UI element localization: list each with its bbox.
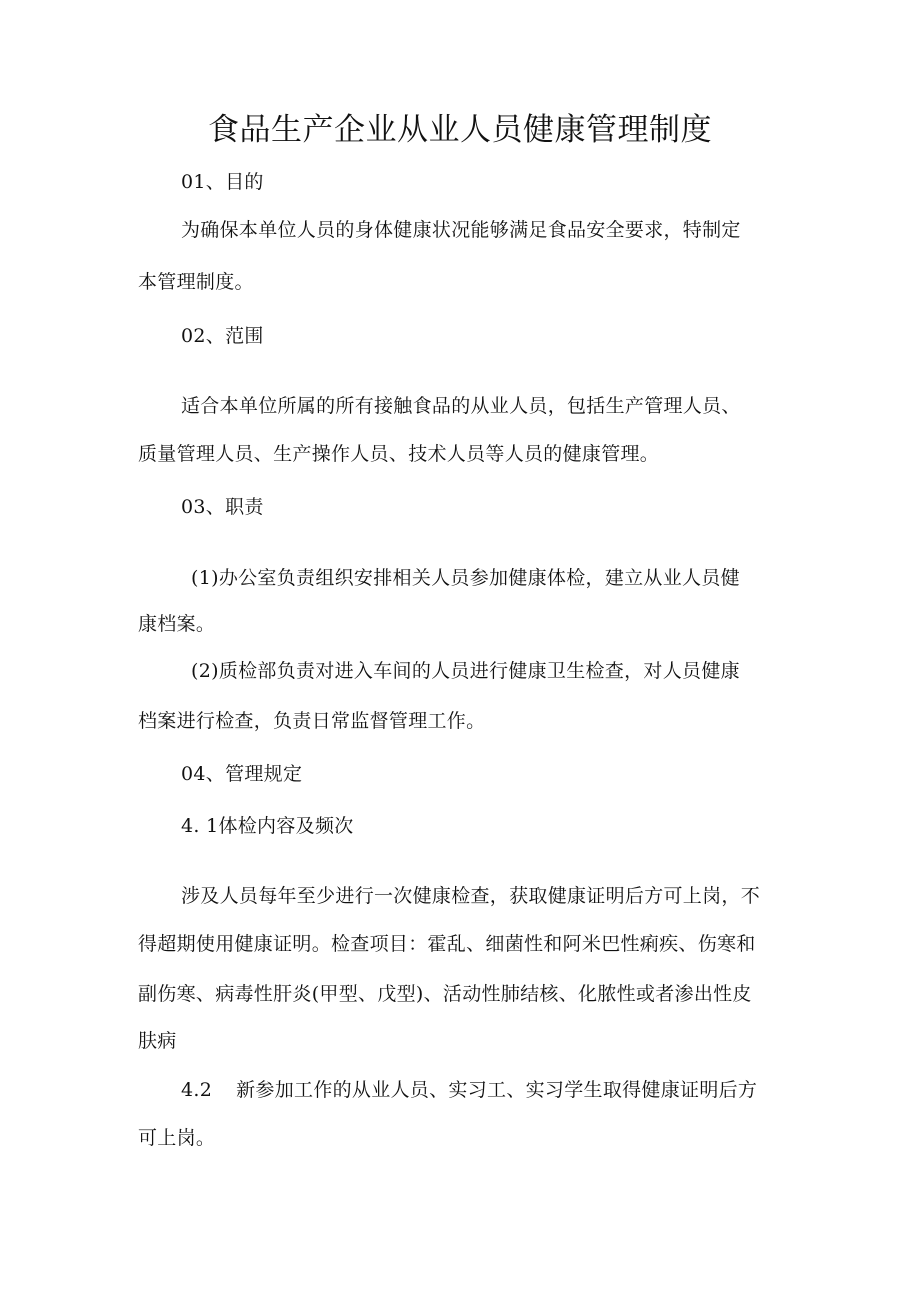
duty-item-1-line: 康档案。	[138, 613, 216, 635]
section-heading-purpose: 01、目的	[181, 171, 264, 193]
subsection-heading-4-1: 4. 1体检内容及频次	[181, 815, 354, 837]
duty-item-1-line: (1)办公室负责组织安排相关人员参加健康体检，建立从业人员健	[191, 567, 740, 589]
subsection-number: 4.2	[181, 1079, 213, 1101]
paragraph-line: 涉及人员每年至少进行一次健康检查，获取健康证明后方可上岗，不	[181, 885, 761, 907]
paragraph-line: 得超期使用健康证明。检查项目：霍乱、细菌性和阿米巴性痢疾、伤寒和	[138, 933, 756, 955]
paragraph-text: 新参加工作的从业人员、实习工、实习学生取得健康证明后方	[236, 1079, 758, 1101]
duty-item-2-line: 档案进行检查，负责日常监督管理工作。	[138, 710, 486, 732]
paragraph-line: 本管理制度。	[138, 271, 254, 293]
paragraph-line: 肤病	[138, 1030, 177, 1052]
paragraph-line: 为确保本单位人员的身体健康状况能够满足食品安全要求，特制定	[181, 219, 741, 241]
paragraph-line: 可上岗。	[138, 1127, 216, 1149]
paragraph-line: 适合本单位所属的所有接触食品的从业人员，包括生产管理人员、	[181, 395, 741, 417]
subsection-4-2-first-line	[181, 1076, 757, 1104]
duty-item-2-line: (2)质检部负责对进入车间的人员进行健康卫生检查，对人员健康	[191, 660, 740, 682]
section-heading-rules: 04、管理规定	[181, 763, 303, 785]
paragraph-line: 质量管理人员、生产操作人员、技术人员等人员的健康管理。	[138, 443, 660, 465]
paragraph-line: 副伤寒、病毒性肝炎(甲型、戊型)、活动性肺结核、化脓性或者渗出性皮	[138, 983, 752, 1005]
section-heading-duties: 03、职责	[181, 496, 264, 518]
document-title: 食品生产企业从业人员健康管理制度	[208, 112, 712, 148]
section-heading-scope: 02、范围	[181, 325, 264, 347]
